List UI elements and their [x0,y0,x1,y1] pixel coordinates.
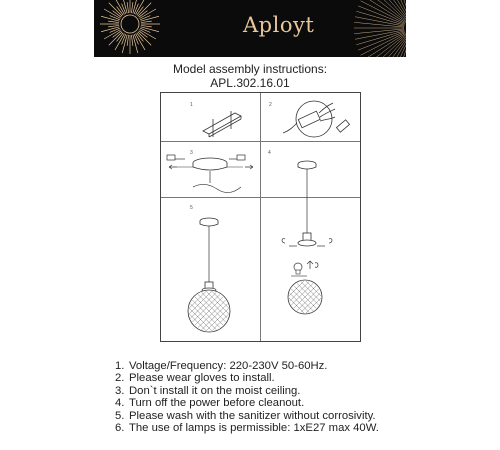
sunburst-ray [141,25,152,26]
sunburst-ray [131,35,132,46]
page-title: Model assembly instructions: [172,62,328,76]
list-item: 6. The use of lamps is permissible: 1xE27 max 40W. [115,421,379,434]
sunburst-ray [367,0,406,22]
sunburst-ray [140,9,156,19]
sunburst-ray [115,34,125,50]
sunburst-ray [109,3,122,16]
list-item: 4. Turn off the power before cleanout. [115,397,305,410]
divider [161,141,360,142]
sunburst-ray [361,33,406,56]
pendant-assembly-icon [271,151,357,339]
sunburst-ray [108,25,119,26]
sunburst-ray [104,30,120,40]
mounting-bracket-icon [191,107,251,139]
step-number: 5 [190,205,193,211]
list-item: 3. Don`t install it on the moist ceiling. [115,384,301,397]
sunburst-ray [127,2,128,13]
step-number: 4 [268,150,271,156]
step-number: 3 [190,150,193,156]
sunburst-ray [140,30,156,40]
step-number: 2 [269,102,272,108]
sunburst-ray [108,21,119,22]
sunburst-ray [138,32,151,45]
brand-banner [94,0,406,57]
sunburst-ray [136,34,146,50]
sunburst-ray [109,32,122,45]
list-item: 2. Please wear gloves to install. [115,372,275,385]
notes-list [115,360,379,434]
step-number: 1 [190,102,193,108]
instruction-diagram [160,92,361,342]
sunburst-ray [383,37,406,57]
sunburst-ray [361,1,406,24]
list-item: 1. Voltage/Frequency: 220-230V 50-60Hz. [115,360,328,372]
canopy-screws-icon [163,147,259,195]
sunburst-ray [104,9,120,19]
sunburst-ray [138,3,151,16]
finished-pendant-icon [171,205,251,339]
list-item: 5. Please wash with the sanitizer without corrosivity. [115,409,376,422]
wire-terminal-icon [273,97,355,139]
sunburst-ray [131,2,132,13]
brand-logo: Aployt [243,13,315,37]
sunburst-ray [127,35,128,46]
model-number: APL.302.16.01 [210,76,290,90]
sunburst-ray [141,21,152,22]
divider [260,93,261,341]
